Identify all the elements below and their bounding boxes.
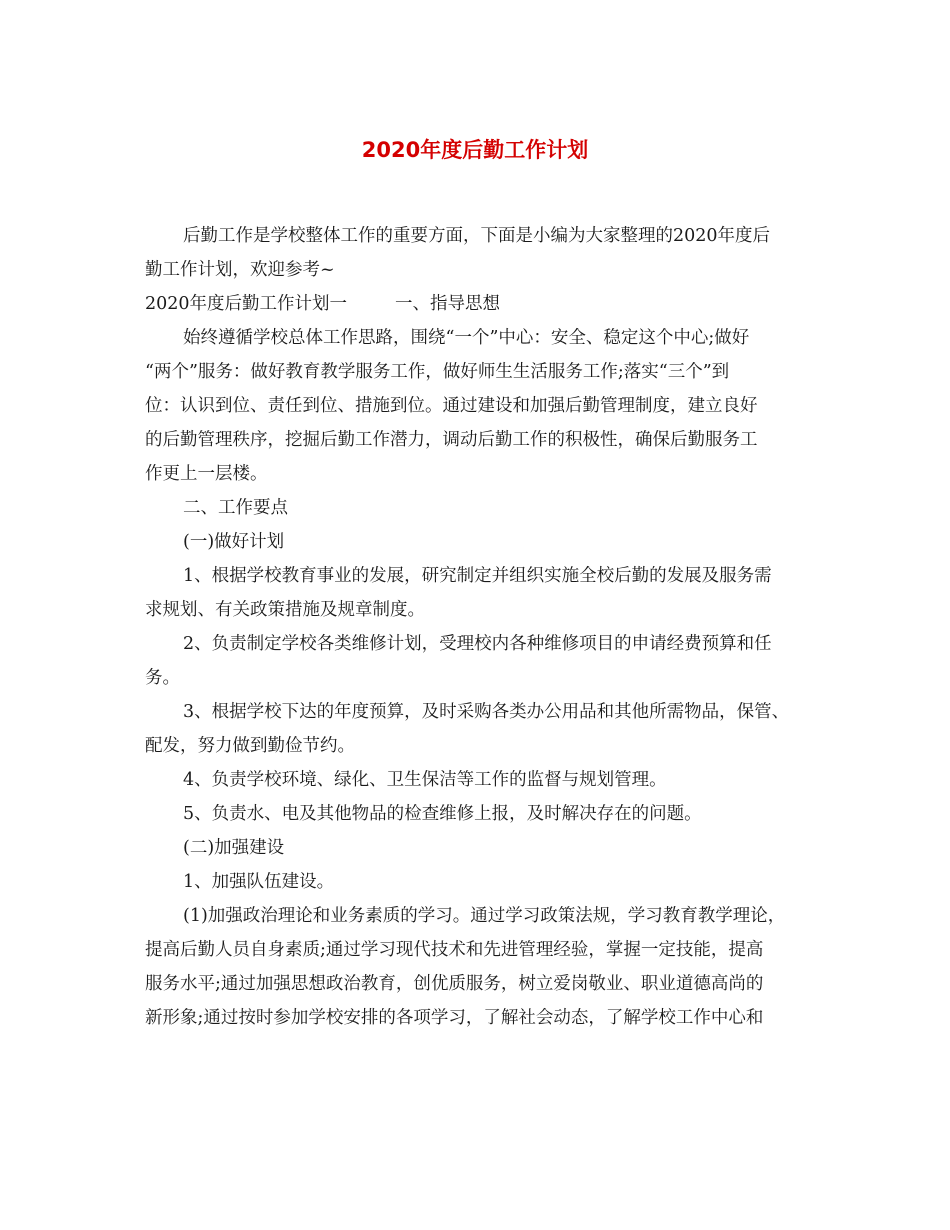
paragraph-line: 勤工作计划，欢迎参考~: [145, 260, 335, 280]
paragraph-line: 4、负责学校环境、绿化、卫生保洁等工作的监督与规划管理。: [183, 770, 667, 790]
paragraph-line: “两个”服务：做好教育教学服务工作，做好师生生活服务工作;落实“三个”到: [145, 362, 730, 382]
paragraph-line: 位：认识到位、责任到位、措施到位。通过建设和加强后勤管理制度，建立良好: [145, 396, 758, 416]
paragraph-line: 新形象;通过按时参加学校安排的各项学习，了解社会动态，了解学校工作中心和: [145, 1008, 764, 1028]
paragraph-line: 5、负责水、电及其他物品的检查维修上报，及时解决存在的问题。: [183, 804, 702, 824]
paragraph-line: (1)加强政治理论和业务素质的学习。通过学习政策法规，学习教育教学理论，: [183, 906, 786, 926]
section-heading: 二、工作要点: [183, 498, 288, 518]
paragraph-line: 服务水平;通过加强思想政治教育，创优质服务，树立爱岗敬业、职业道德高尚的: [145, 974, 764, 994]
paragraph-line: 务。: [145, 668, 180, 688]
subsection-heading: (一)做好计划: [183, 532, 285, 552]
paragraph-line: 作更上一层楼。: [145, 464, 268, 484]
document-body: [145, 219, 825, 1035]
paragraph-line: 始终遵循学校总体工作思路，围绕“一个”中心：安全、稳定这个中心;做好: [183, 328, 750, 348]
plan-subtitle: 2020年度后勤工作计划一: [145, 294, 348, 314]
paragraph-line: 提高后勤人员自身素质;通过学习现代技术和先进管理经验，掌握一定技能，提高: [145, 940, 764, 960]
paragraph-line: 后勤工作是学校整体工作的重要方面，下面是小编为大家整理的2020年度后: [183, 226, 771, 246]
paragraph-line: 2、负责制定学校各类维修计划，受理校内各种维修项目的申请经费预算和任: [183, 634, 772, 654]
paragraph-line: 1、根据学校教育事业的发展，研究制定并组织实施全校后勤的发展及服务需: [183, 566, 772, 586]
paragraph-line: 求规划、有关政策措施及规章制度。: [145, 600, 425, 620]
document-title: 2020年度后勤工作计划: [361, 138, 589, 162]
paragraph-line: 3、根据学校下达的年度预算，及时采购各类办公用品和其他所需物品，保管、: [183, 702, 790, 722]
section-heading: 一、指导思想: [395, 294, 501, 314]
paragraph-line: 配发，努力做到勤俭节约。: [145, 736, 355, 756]
subsection-heading: (二)加强建设: [183, 838, 285, 858]
paragraph-line: 1、加强队伍建设。: [183, 872, 335, 892]
paragraph-line: 的后勤管理秩序，挖掘后勤工作潜力，调动后勤工作的积极性，确保后勤服务工: [145, 430, 758, 450]
section-heading-line: [145, 287, 825, 321]
